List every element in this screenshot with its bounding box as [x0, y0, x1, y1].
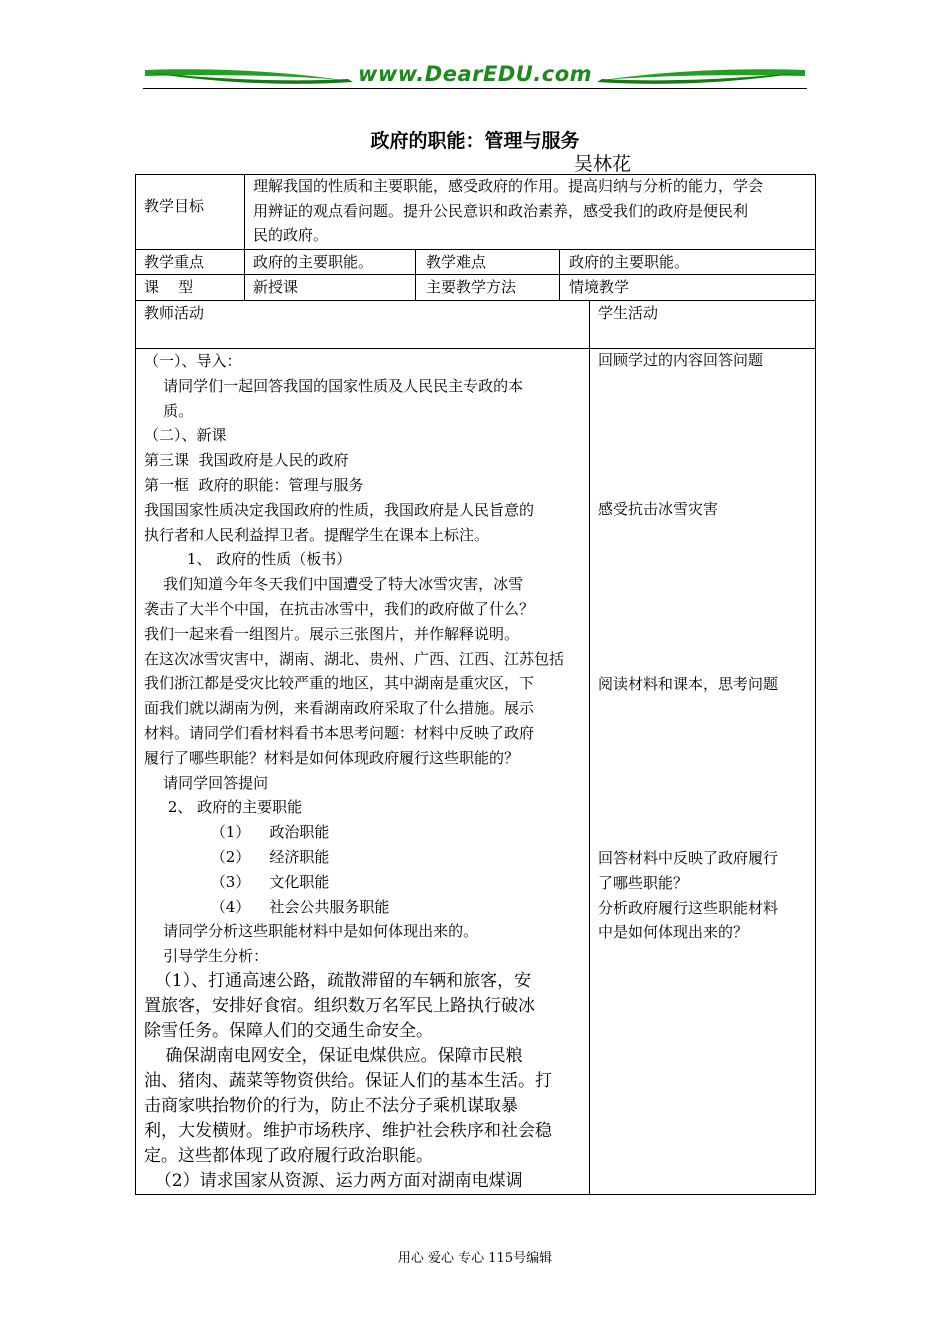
- site-logo-text: www.DearEDU.com: [357, 62, 593, 86]
- key-label: 教学重点: [144, 253, 205, 271]
- goal-line: 民的政府。: [253, 226, 329, 244]
- author-name: 吴林花: [574, 153, 632, 175]
- student-note: 了哪些职能？: [598, 873, 689, 892]
- type-value: 新授课: [253, 278, 299, 296]
- header-rule: [143, 88, 807, 89]
- student-note: 中是如何体现出来的？: [598, 923, 749, 942]
- teacher-line: （3） 文化职能: [144, 872, 330, 891]
- teacher-line: 请同学们一起回答我国的国家性质及人民民主专政的本: [144, 376, 524, 395]
- teacher-line: 除雪任务。保障人们的交通生命安全。: [144, 1020, 433, 1041]
- page-footer: 用心 爱心 专心 115号编辑: [397, 1251, 553, 1266]
- teacher-line: 第三课 我国政府是人民的政府: [144, 451, 349, 470]
- student-note: 回顾学过的内容回答问题: [598, 351, 764, 369]
- method-label: 主要教学方法: [426, 278, 517, 296]
- teacher-line: 材料。请同学们看材料看书本思考问题：材料中反映了政府: [144, 723, 535, 742]
- teacher-line: 击商家哄抬物价的行为，防止不法分子乘机谋取暴: [144, 1095, 518, 1116]
- key-value: 政府的主要职能。: [253, 253, 374, 271]
- teacher-line: 执行者和人民利益捍卫者。提醒学生在课本上标注。: [144, 525, 490, 544]
- teacher-line: 请同学回答提问: [144, 773, 269, 792]
- type-label: 课 型: [144, 278, 194, 296]
- teacher-header: 教师活动: [144, 304, 205, 322]
- student-note: 分析政府履行这些职能材料: [598, 898, 779, 917]
- teacher-line: 2、 政府的主要职能: [144, 798, 303, 817]
- table-rule: [135, 300, 816, 301]
- teacher-line: 1、 政府的性质（板书）: [144, 550, 352, 569]
- teacher-line: 面我们就以湖南为例，来看湖南政府采取了什么措施。展示: [144, 699, 535, 718]
- table-rule: [589, 300, 590, 1195]
- teacher-line: （1）、打通高速公路，疏散滞留的车辆和旅客，安: [144, 970, 532, 991]
- teacher-line: 在这次冰雪灾害中，湖南、湖北、贵州、广西、江西、江苏包括: [144, 649, 565, 668]
- teacher-line: （1） 政治职能: [144, 823, 330, 842]
- teacher-line: 我们一起来看一组图片。展示三张图片，并作解释说明。: [144, 624, 520, 643]
- teacher-line: （2）请求国家从资源、运力两方面对湖南电煤调: [144, 1170, 523, 1191]
- teacher-line: 油、猪肉、蔬菜等物资供给。保证人们的基本生活。打: [144, 1070, 552, 1091]
- student-note: 回答材料中反映了政府履行: [598, 849, 779, 867]
- teacher-line: （2） 经济职能: [144, 847, 330, 866]
- goal-label: 教学目标: [144, 197, 205, 215]
- goal-line: 用辨证的观点看问题。提升公民意识和政治素养，感受我们的政府是便民利: [253, 201, 749, 220]
- difficulty-value: 政府的主要职能。: [569, 253, 690, 271]
- page-title: 政府的职能：管理与服务: [370, 130, 580, 152]
- teacher-line: 引导学生分析：: [144, 947, 269, 966]
- teacher-line: 置旅客，安排好食宿。组织数万名军民上路执行破冰: [144, 995, 535, 1016]
- teacher-line: （一）、导入：: [144, 352, 242, 370]
- student-header: 学生活动: [598, 304, 659, 322]
- teacher-line: 质。: [144, 401, 194, 420]
- teacher-line: （二）、新课: [144, 426, 227, 445]
- table-rule: [244, 174, 245, 300]
- teacher-line: 我们浙江都是受灾比较严重的地区，其中湖南是重灾区，下: [144, 674, 535, 693]
- goal-text: [253, 174, 763, 248]
- teacher-line: 我们知道今年冬天我们中国遭受了特大冰雪灾害，冰雪: [144, 575, 524, 594]
- student-note: 阅读材料和课本，思考问题: [598, 675, 779, 693]
- table-rule: [415, 249, 416, 300]
- teacher-line: 确保湖南电网安全，保证电煤供应。保障市民粮: [144, 1045, 523, 1066]
- teacher-line: （4） 社会公共服务职能: [144, 897, 390, 916]
- teacher-line: 我国国家性质决定我国政府的性质，我国政府是人民旨意的: [144, 500, 535, 519]
- teacher-activity: [144, 349, 584, 1194]
- student-note-group: [598, 846, 778, 945]
- teacher-line: 第一框 政府的职能：管理与服务: [144, 475, 364, 494]
- method-value: 情境教学: [569, 278, 630, 296]
- difficulty-label: 教学难点: [426, 253, 487, 271]
- teacher-line: 利，大发横财。维护市场秩序、维护社会秩序和社会稳: [144, 1120, 552, 1141]
- teacher-line: 履行了哪些职能？材料是如何体现政府履行这些职能的？: [144, 748, 520, 767]
- teacher-line: 定。这些都体现了政府履行政治职能。: [144, 1145, 433, 1166]
- table-rule: [559, 249, 560, 300]
- teacher-line: 袭击了大半个中国，在抗击冰雪中，我们的政府做了什么？: [144, 599, 535, 618]
- teacher-line: 请同学分析这些职能材料中是如何体现出来的。: [144, 922, 479, 941]
- goal-line: 理解我国的性质和主要职能，感受政府的作用。提高归纳与分析的能力，学会: [253, 177, 764, 195]
- student-note: 感受抗击冰雪灾害: [598, 500, 719, 518]
